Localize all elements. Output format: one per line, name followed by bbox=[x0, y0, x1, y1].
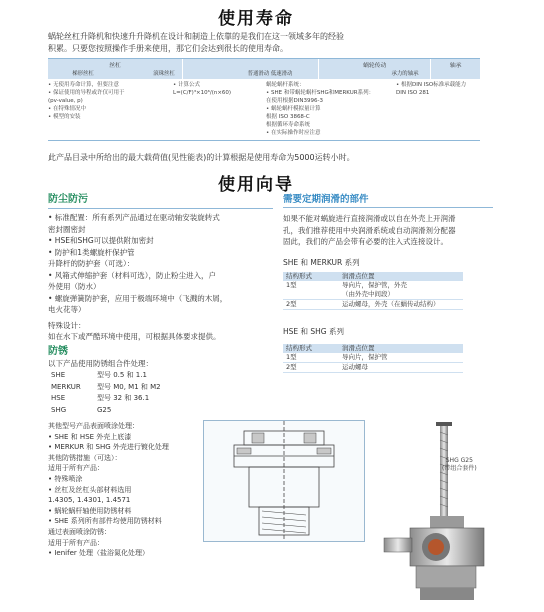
sub-header-ball: 滚珠丝杠 bbox=[153, 71, 175, 77]
life-intro bbox=[48, 31, 468, 54]
rust-model-row: SHE 型号 0.5 和 1.1 bbox=[51, 371, 147, 379]
series2-row: 1型 导向片，保护管 bbox=[283, 353, 463, 363]
col-ball: • 计算公式 L=(C/F)³×10⁶/(n×60) bbox=[173, 82, 232, 96]
life-intro-line: 积累。只要您按照操作手册来使用，那它们会达到很长的使用寿命。 bbox=[48, 43, 288, 53]
life-intro-line: 蜗轮丝杠升降机和快速升升降机在设计和制造上依靠的是我们在这一领域多年的经验 bbox=[48, 32, 344, 41]
rust-model-table bbox=[48, 370, 164, 416]
dust-list: • 标准配置：所有系列产品通过在驱动轴安装旋转式 密封圈密封 • HSE和SHG可以提供附加密封 • 防护和1类螺旋杆保护管 升降杆的防护套（可选）： • 风箱式伸缩护套（材料可选），防止粉尘进入，户 外使用（防水） • 螺旋弹簧防护套，应用于极端环境中（飞溅的木屑， 电火花等） bbox=[48, 213, 228, 314]
guide-title: 使用向导 bbox=[218, 175, 294, 195]
cross-section-drawing bbox=[204, 421, 364, 541]
sub-header-bearing: 承力的轴承 bbox=[391, 71, 419, 77]
series2-row: 2型 运动螺母 bbox=[283, 362, 463, 372]
header-bearing: 轴承 bbox=[430, 59, 480, 79]
special-text: 如在水下或严酷环境中使用，可根据具体要求提供。 bbox=[48, 332, 221, 341]
rust-more: 其他型号产品表面喷涂处理： • SHE 和 HSE 外壳上底漆 • MERKUR 和 SHG 外壳进行镀化处理 其他防锈措施（可选）： 适用于所有产品： • 特殊喷涂 • 丝杠及丝杠头部材料选用 1.4305, 1.4301, 1.4571 • 蜗轮蜗杆轴使用防锈材料 • SHE 系列所有部件均使用防锈材料 通过表面喷涂防锈： 适用于所有产品： • Ienifer 处理（盐浴氮化处理） bbox=[48, 422, 169, 558]
product-caption bbox=[442, 457, 477, 473]
right-column bbox=[283, 193, 493, 373]
rust-model-row: SHG G25 bbox=[51, 405, 112, 414]
lube-heading: 需要定期润滑的部件 bbox=[283, 194, 369, 205]
rust-model-row: MERKUR 型号 M0, M1 和 M2 bbox=[51, 382, 161, 391]
series2-header-row: 结构形式 润滑点位置 bbox=[283, 344, 463, 353]
jack-illustration bbox=[380, 420, 490, 608]
rust-heading: 防锈 bbox=[48, 345, 68, 357]
rust-intro: 以下产品使用防锈组合件处理： bbox=[48, 358, 153, 368]
series1-header-row: 结构形式 润滑点位置 bbox=[283, 272, 463, 281]
series2-title: HSE 和 SHG 系列 bbox=[283, 327, 345, 336]
product-model-label: SHG G25 bbox=[445, 457, 473, 464]
product-note-label: (带组合套件) bbox=[442, 465, 477, 472]
technical-drawing bbox=[203, 420, 365, 542]
col-worm: 蜗轮蜗杆系统： • SHE 和带蜗轮蜗杆SHG和MERKUR系列： 在使用根据DIN3996-3 • 蜗轮蜗杆模拟量计算 根据 ISO 3868-C 根据循环寿命系统 • 在实际操作时应注意 bbox=[266, 82, 375, 136]
life-title: 使用寿命 bbox=[218, 9, 294, 29]
series1-row: 1型 导向片，保护管，外壳 （由外壳中间段） bbox=[283, 281, 463, 300]
sub-header-trapezoid: 梯形丝杠 bbox=[72, 71, 94, 77]
dust-heading: 防尘防污 bbox=[48, 194, 88, 205]
col-trapezoid: • 无使用寿命计算，但要注意 • 保证使用的导程或许仅可用于 (pv-value, p) • 在特殊情况中 • 模型的安装 bbox=[48, 82, 125, 120]
series2-table bbox=[283, 344, 463, 373]
series1-table bbox=[283, 272, 463, 310]
series1-title: SHE 和 MERKUR 系列 bbox=[283, 257, 360, 267]
life-table bbox=[48, 58, 480, 141]
series1-row: 2型 运动螺母，外壳（在蜗传动结构） bbox=[283, 300, 463, 310]
lube-text: 如果不能对蜗旋进行直接润滑或以自在外壳上开润滑 孔，我们推荐使用中央润滑系统或自动润滑剂分配器 固此，我们的产品会带有必要的注入式连接设计。 bbox=[283, 214, 456, 246]
life-footnote: 此产品目录中所给出的最大载荷值(见性能表)的计算根据是使用寿命为5000运转小时。 bbox=[48, 153, 355, 162]
col-bearing: • 根据DIN ISO标准承载能力 DIN ISO 281 bbox=[396, 82, 467, 96]
rust-model-row: HSE 型号 32 和 36.1 bbox=[51, 394, 150, 402]
product-image bbox=[380, 420, 490, 608]
header-worm: 蜗轮传动 bbox=[318, 59, 430, 79]
sub-header-worm: 普通滑动 低速滑动 bbox=[247, 71, 293, 77]
header-screw: 丝杠 bbox=[48, 59, 183, 79]
special-label: 特殊设计： bbox=[48, 320, 86, 330]
